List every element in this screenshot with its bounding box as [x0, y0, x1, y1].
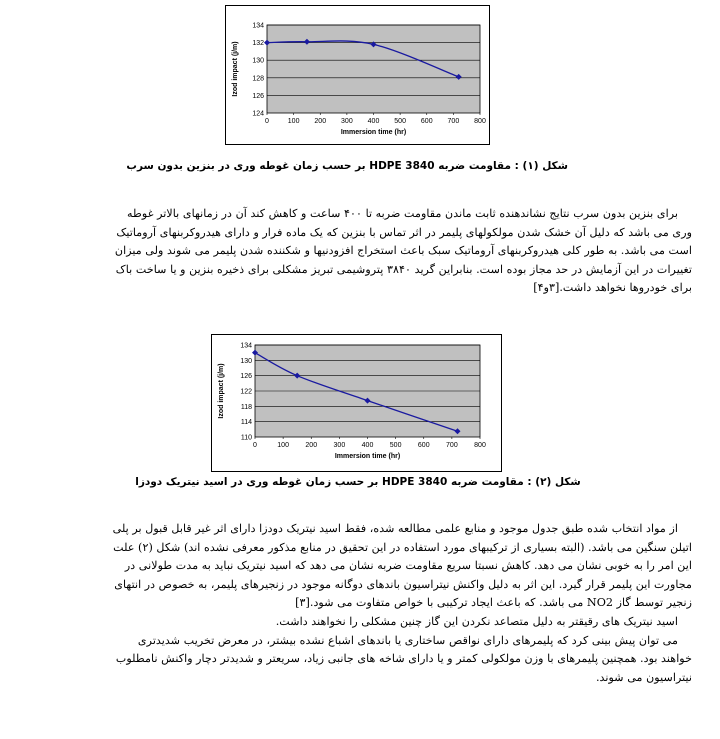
paragraph-line: خواهند بود. همچنین پلیمرهای با وزن مولکولی کمتر و یا دارای شاخه های جانبی زیاد، سریعتر و شدیدتر دچار واکنش نامطلوب: [115, 652, 692, 666]
paragraph-2: [100, 520, 692, 687]
x-axis-label: Immersion time (hr): [340, 129, 407, 136]
x-axis-label: Immersion time (hr): [334, 453, 401, 460]
x-tick-label: 600: [420, 118, 433, 125]
x-tick-label: 800: [474, 442, 486, 449]
x-tick-label: 400: [361, 442, 374, 449]
y-tick-label: 126: [240, 373, 252, 381]
x-tick-label: 300: [341, 118, 353, 125]
figure-2-caption: شکل (۲) : مقاومت ضربه HDPE 3840 بر حسب زمان غوطه وری در اسید نیتریک دودزا: [135, 476, 581, 488]
x-tick-label: 500: [394, 118, 406, 125]
paragraph-line: این امر را به خوبی نشان می دهد. کاهش نسبتا سریع مقاومت ضربه نشان می دهد که اسید نیتریک نباید به مدت طولانی در: [124, 559, 692, 573]
x-tick-label: 700: [447, 118, 460, 125]
paragraph-line: تغییرات در این آزمایش در حد مجاز بوده است. بنابراین گرید ۳۸۴۰ پتروشیمی تبریز مشکلی برای ذخیره بنزین و یا ساخت باک: [115, 262, 692, 276]
x-tick-label: 200: [305, 442, 318, 449]
x-tick-label: 0: [265, 118, 269, 125]
y-tick-label: 134: [240, 342, 252, 350]
x-tick-label: 100: [287, 118, 300, 125]
plot-area: [267, 25, 480, 113]
y-tick-label: 130: [240, 357, 252, 365]
paragraph-line: می توان پیش بینی کرد که پلیمرهای دارای نواقص ساختاری یا باندهای اشباع نشده بیشتر، در معرض تخریب شدیدتری: [137, 633, 678, 647]
y-tick-label: 122: [240, 388, 252, 396]
paragraph-line: است می باشد. به طور کلی هیدروکربنهای آروماتیک سبک باعث استخراج افزودنیها و شکننده شدن پلیمر می شوند ولی میزان: [114, 244, 692, 258]
x-tick-label: 800: [474, 118, 486, 125]
x-tick-label: 0: [253, 442, 257, 449]
figure-2-chart: [212, 335, 501, 471]
figure-1-chart: [226, 6, 489, 144]
paragraph-1: [100, 205, 692, 298]
y-tick-label: 114: [240, 419, 252, 427]
x-tick-label: 400: [367, 118, 380, 125]
paragraph-line: وری می باشد که دلیل آن خشک شدن مولکولهای پلیمر در اثر تماس با بنزین که یک ماده فرار و دارای هیدروکربنهای آروماتیک: [116, 225, 692, 239]
y-tick-label: 110: [240, 434, 252, 442]
y-axis-label: Izod impact (j/m): [218, 363, 225, 419]
y-tick-label: 134: [252, 22, 264, 30]
y-tick-label: 124: [252, 110, 264, 118]
x-tick-label: 600: [417, 442, 430, 449]
y-axis-label: Izod impact (j/m): [232, 41, 239, 97]
x-tick-label: 700: [446, 442, 458, 449]
paragraph-line: برای بنزین بدون سرب نتایج نشاندهنده ثابت ماندن مقاومت ضربه تا ۴۰۰ ساعت و کاهش کند آن در زمانهای بالاتر غوطه: [127, 207, 678, 220]
figure-1-frame: [225, 5, 490, 145]
y-tick-label: 132: [252, 40, 264, 48]
x-tick-label: 500: [389, 442, 402, 449]
paragraph-line: اسید نیتریک های رقیقتر به دلیل متصاعد نکردن این گاز چنین مشکلی را نخواهند داشت.: [275, 614, 678, 628]
paragraph-line: اتیلن سنگین می باشد. (البته بسیاری از ترکیبهای مورد استفاده در این تحقیق در منابع مذکور معرفی نشده اند) شکل (۲) علت: [113, 540, 692, 554]
paragraph-line: از مواد انتخاب شده طبق جدول موجود و منابع علمی مطالعه شده، فقط اسید نیتریک دودزا دارای اثر غیر قابل قبول بر پلی: [112, 522, 678, 535]
x-tick-label: 200: [314, 118, 327, 125]
y-tick-label: 130: [252, 57, 264, 65]
y-tick-label: 128: [252, 75, 264, 83]
figure-2-frame: [211, 334, 502, 472]
y-tick-label: 126: [252, 92, 264, 100]
x-tick-label: 300: [333, 442, 346, 449]
y-tick-label: 118: [240, 403, 252, 411]
x-tick-label: 100: [277, 442, 289, 449]
paragraph-line: مجاورت این پلیمر قرار گیرد. این اثر به دلیل واکنش نیتراسیون باندهای دوگانه موجود در زنجیرهای پلیمر، به خصوص در انتهای: [114, 577, 692, 591]
paragraph-line: زنجیر توسط گاز NO2 می باشد. که باعث ایجاد ترکیبی با خواص متفاوت می شود.[۳]: [295, 596, 692, 610]
paragraph-line: برای خودروها نخواهد داشت.[۳و۴]: [533, 281, 692, 295]
figure-1-caption: شکل (۱) : مقاومت ضربه HDPE 3840 بر حسب زمان غوطه وری در بنزین بدون سرب: [126, 160, 568, 172]
paragraph-line: نیتراسیون می شوند.: [595, 670, 692, 684]
